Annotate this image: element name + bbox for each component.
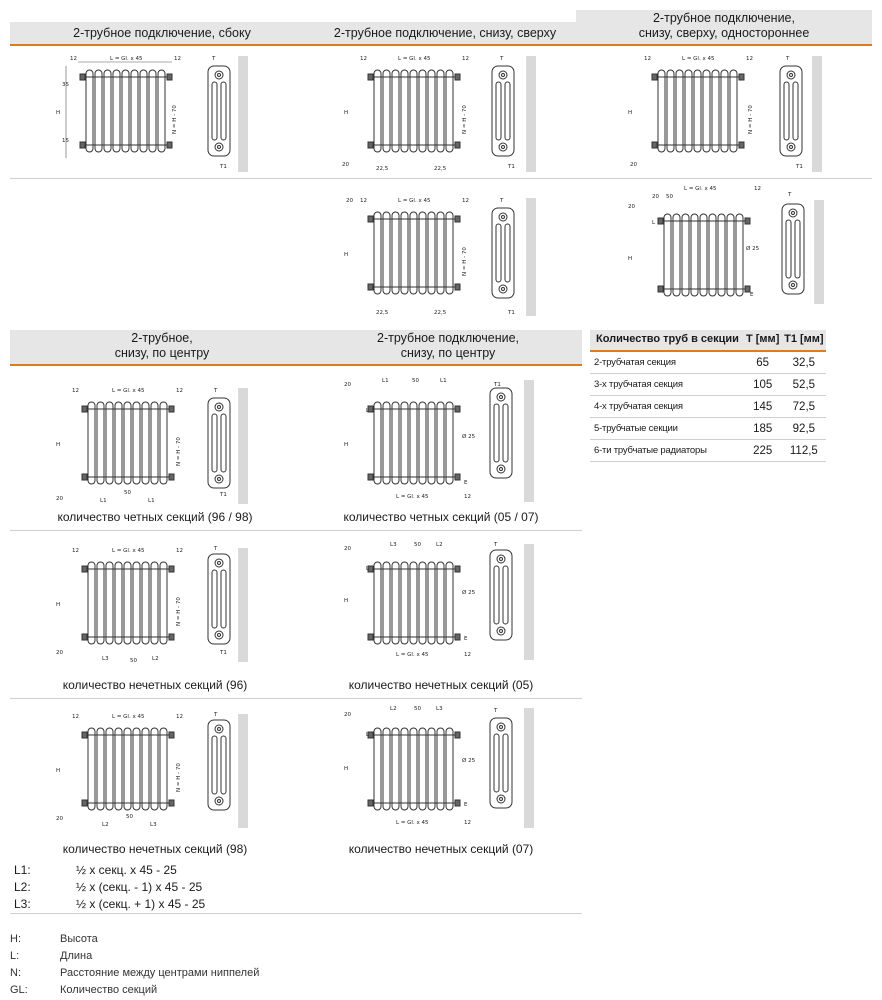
dim-20: 20 bbox=[652, 194, 659, 200]
dim-l3: L3 bbox=[390, 542, 397, 548]
dim-n: N = H - 70 bbox=[462, 105, 468, 134]
dim-t1: T1 bbox=[508, 164, 515, 170]
header-line: снизу, по центру bbox=[114, 346, 210, 360]
dim-50: 50 bbox=[126, 814, 133, 820]
dim-t1: T1 bbox=[508, 310, 515, 316]
dim-n: N = H - 70 bbox=[462, 247, 468, 276]
separator bbox=[10, 530, 582, 531]
table-cell: 72,5 bbox=[782, 396, 826, 418]
formula-value: ½ x секц. x 45 - 25 bbox=[76, 863, 177, 877]
dim-50: 50 bbox=[130, 658, 137, 664]
dim-t: T bbox=[788, 192, 792, 198]
formula-value: ½ x (секц. - 1) x 45 - 25 bbox=[76, 880, 203, 894]
dim-22-5: 22,5 bbox=[376, 310, 389, 316]
dim-22-5: 22,5 bbox=[434, 166, 447, 172]
legend-key: L: bbox=[10, 950, 20, 962]
table-cell: 105 bbox=[744, 374, 782, 396]
dim-50: 50 bbox=[666, 194, 673, 200]
section-header-bottom-top bbox=[314, 22, 576, 46]
dim-t: T bbox=[494, 542, 498, 548]
caption: количество нечетных секций (96) bbox=[62, 678, 248, 692]
dim-l2: L2 bbox=[390, 706, 397, 712]
dim-20: 20 bbox=[56, 496, 63, 502]
legend-row bbox=[10, 948, 259, 965]
dim-n: N = H - 70 bbox=[176, 763, 182, 792]
table-cell: 6-ти трубчатые радиаторы bbox=[590, 440, 744, 462]
dim-length: L = Gl. x 45 bbox=[682, 56, 715, 62]
dim-t: T bbox=[494, 708, 498, 714]
dim-l2: L2 bbox=[152, 656, 159, 662]
dim-l: L bbox=[366, 408, 370, 414]
separator bbox=[10, 178, 872, 179]
dim-length: L = Gl. x 45 bbox=[396, 820, 429, 826]
caption: количество четных секций (05 / 07) bbox=[343, 510, 539, 524]
dim-12: 12 bbox=[72, 548, 79, 554]
table-row bbox=[590, 418, 826, 440]
dim-12: 12 bbox=[176, 388, 183, 394]
dim-12: 12 bbox=[360, 56, 367, 62]
dim-e: E bbox=[464, 480, 468, 486]
table-cell: 2-трубчатая секция bbox=[590, 351, 744, 374]
dim-l: L bbox=[652, 220, 656, 226]
dim-l2: L2 bbox=[436, 542, 443, 548]
table-row bbox=[590, 396, 826, 418]
dim-h: H bbox=[628, 256, 633, 262]
dim-length: L = Gl. x 45 bbox=[112, 714, 145, 720]
dim-50: 50 bbox=[412, 378, 419, 384]
dim-t1: T1 bbox=[796, 164, 803, 170]
header-line: 2-трубное, bbox=[131, 331, 193, 345]
dim-12: 12 bbox=[72, 388, 79, 394]
legend-key: H: bbox=[10, 933, 21, 945]
dim-20: 20 bbox=[630, 162, 637, 168]
dim-e: E bbox=[464, 636, 468, 642]
diagram-bottom-top-variant bbox=[340, 190, 540, 320]
section-header-one-sided bbox=[576, 10, 872, 46]
caption: количество четных секций (96 / 98) bbox=[57, 510, 253, 524]
dim-t: T bbox=[500, 56, 504, 62]
diagram-one-sided-connection bbox=[624, 50, 828, 174]
dim-35: 35 bbox=[62, 82, 69, 88]
dim-h: H bbox=[628, 110, 633, 116]
dim-t: T bbox=[214, 388, 218, 394]
table-cell: 5-трубчатые секции bbox=[590, 418, 744, 440]
dim-h: H bbox=[56, 442, 61, 448]
formula-key: L1: bbox=[14, 863, 31, 877]
dim-l1: L1 bbox=[148, 498, 155, 504]
table-row bbox=[590, 374, 826, 396]
dim-t1: T1 bbox=[220, 492, 227, 498]
dim-h: H bbox=[56, 602, 61, 608]
dim-12: 12 bbox=[464, 494, 471, 500]
dim-12: 12 bbox=[462, 56, 469, 62]
dim-t1: T1 bbox=[494, 382, 501, 388]
dim-length: L = Gl. x 45 bbox=[684, 186, 717, 192]
dim-50: 50 bbox=[124, 490, 131, 496]
diagram-center-even-right bbox=[340, 372, 540, 506]
formula-list bbox=[14, 862, 205, 913]
formula-row bbox=[14, 879, 205, 896]
dim-t: T bbox=[500, 198, 504, 204]
dim-12: 12 bbox=[464, 652, 471, 658]
table-row bbox=[590, 440, 826, 462]
table-cell: 185 bbox=[744, 418, 782, 440]
dim-12: 12 bbox=[176, 548, 183, 554]
dim-h: H bbox=[56, 110, 61, 116]
dim-20: 20 bbox=[344, 712, 351, 718]
dim-length: L = Gl. x 45 bbox=[112, 388, 145, 394]
dim-12: 12 bbox=[754, 186, 761, 192]
dim-20: 20 bbox=[344, 546, 351, 552]
dim-l: L bbox=[366, 732, 370, 738]
header-line: снизу, сверху, одностороннее bbox=[638, 26, 810, 40]
dim-d25: Ø 25 bbox=[462, 758, 476, 764]
dim-22-5: 22,5 bbox=[376, 166, 389, 172]
dim-t: T bbox=[214, 712, 218, 718]
table-header: T1 [мм] bbox=[782, 330, 826, 351]
dim-length: L = Gl. x 45 bbox=[396, 652, 429, 658]
diagram-center-odd-left bbox=[52, 540, 252, 666]
dim-l: L bbox=[366, 566, 370, 572]
table-cell: 92,5 bbox=[782, 418, 826, 440]
caption: количество нечетных секций (07) bbox=[348, 842, 534, 856]
pipe-dimensions-table bbox=[590, 330, 826, 462]
table-cell: 145 bbox=[744, 396, 782, 418]
dim-20: 20 bbox=[346, 198, 353, 204]
dim-length: L = Gl. x 45 bbox=[398, 56, 431, 62]
header-line: 2-трубное подключение, сбоку bbox=[73, 26, 251, 40]
table-cell: 3-х трубчатая секция bbox=[590, 374, 744, 396]
dim-12: 12 bbox=[72, 714, 79, 720]
dim-n: N = H - 70 bbox=[176, 437, 182, 466]
dim-t1: T1 bbox=[220, 650, 227, 656]
dim-l3: L3 bbox=[150, 822, 157, 828]
dim-t: T bbox=[212, 56, 216, 62]
dim-12: 12 bbox=[360, 198, 367, 204]
dim-t: T bbox=[214, 546, 218, 552]
diagram-center-even-left bbox=[52, 380, 252, 508]
formula-value: ½ x (секц. + 1) x 45 - 25 bbox=[76, 897, 206, 911]
header-line: снизу, по центру bbox=[400, 346, 496, 360]
table-cell: 32,5 bbox=[782, 351, 826, 374]
dim-20: 20 bbox=[344, 382, 351, 388]
section-header-center-connection bbox=[314, 330, 582, 366]
dim-12: 12 bbox=[70, 56, 77, 62]
formula-key: L2: bbox=[14, 880, 31, 894]
section-header-center-2pipe bbox=[10, 330, 314, 366]
dim-50: 50 bbox=[414, 706, 421, 712]
legend-row bbox=[10, 931, 259, 948]
dim-20: 20 bbox=[342, 162, 349, 168]
dim-20: 20 bbox=[56, 650, 63, 656]
legend bbox=[10, 931, 259, 999]
legend-value: Высота bbox=[60, 933, 98, 945]
dim-h: H bbox=[344, 442, 349, 448]
table-cell: 65 bbox=[744, 351, 782, 374]
dim-12: 12 bbox=[464, 820, 471, 826]
dim-n: N = H - 70 bbox=[748, 105, 754, 134]
dim-length: L = Gl. x 45 bbox=[110, 56, 143, 62]
dim-t1: T1 bbox=[220, 164, 227, 170]
formula-row bbox=[14, 862, 205, 879]
diagram-bottom-top-connection bbox=[340, 50, 540, 174]
formula-row bbox=[14, 896, 205, 913]
legend-row bbox=[10, 982, 259, 999]
table-cell: 52,5 bbox=[782, 374, 826, 396]
caption: количество нечетных секций (98) bbox=[62, 842, 248, 856]
dim-l3: L3 bbox=[436, 706, 443, 712]
dim-20: 20 bbox=[56, 816, 63, 822]
table-header: Количество труб в секции bbox=[590, 330, 744, 351]
legend-value: Расстояние между центрами ниппелей bbox=[60, 967, 260, 979]
dim-22-5: 22,5 bbox=[434, 310, 447, 316]
legend-row bbox=[10, 965, 259, 982]
dim-12: 12 bbox=[462, 198, 469, 204]
dim-d25: Ø 25 bbox=[746, 246, 760, 252]
legend-value: Количество секций bbox=[60, 984, 158, 996]
separator bbox=[10, 698, 582, 699]
dim-h: H bbox=[344, 110, 349, 116]
dim-h: H bbox=[56, 768, 61, 774]
table-header: T [мм] bbox=[744, 330, 782, 351]
dim-length: L = Gl. x 45 bbox=[398, 198, 431, 204]
dim-l3: L3 bbox=[102, 656, 109, 662]
dim-12: 12 bbox=[174, 56, 181, 62]
diagram-side-connection bbox=[52, 50, 252, 174]
dim-e: E bbox=[464, 802, 468, 808]
dim-d25: Ø 25 bbox=[462, 434, 476, 440]
dim-12: 12 bbox=[644, 56, 651, 62]
legend-value: Длина bbox=[60, 950, 93, 962]
dim-l2: L2 bbox=[102, 822, 109, 828]
dim-h: H bbox=[344, 252, 349, 258]
dim-50: 50 bbox=[414, 542, 421, 548]
diagram-center-odd-left-98 bbox=[52, 706, 252, 832]
legend-key: GL: bbox=[10, 984, 28, 996]
dim-length: L = Gl. x 45 bbox=[396, 494, 429, 500]
dim-h: H bbox=[344, 598, 349, 604]
diagram-center-odd-right bbox=[340, 536, 540, 662]
dim-d25: Ø 25 bbox=[462, 590, 476, 596]
legend-key: N: bbox=[10, 967, 21, 979]
dim-length: L = Gl. x 45 bbox=[112, 548, 145, 554]
dim-l1: L1 bbox=[382, 378, 389, 384]
dim-h: H bbox=[344, 766, 349, 772]
table-cell: 4-х трубчатая секция bbox=[590, 396, 744, 418]
dim-n: N = H - 70 bbox=[172, 105, 178, 134]
formula-key: L3: bbox=[14, 897, 31, 911]
table-row bbox=[590, 351, 826, 374]
table-cell: 225 bbox=[744, 440, 782, 462]
diagram-center-odd-right-07 bbox=[340, 700, 540, 830]
header-line: 2-трубное подключение, bbox=[377, 331, 519, 345]
dim-12: 12 bbox=[176, 714, 183, 720]
header-line: 2-трубное подключение, bbox=[652, 11, 795, 25]
dim-l1: L1 bbox=[100, 498, 107, 504]
dim-t: T bbox=[786, 56, 790, 62]
dim-20: 20 bbox=[628, 204, 635, 210]
header-line: 2-трубное подключение, снизу, сверху bbox=[333, 26, 557, 40]
table-cell: 112,5 bbox=[782, 440, 826, 462]
caption: количество нечетных секций (05) bbox=[348, 678, 534, 692]
separator bbox=[10, 913, 582, 914]
diagram-one-sided-variant bbox=[624, 184, 834, 308]
dim-e: E bbox=[750, 292, 754, 298]
dim-l1: L1 bbox=[440, 378, 447, 384]
dim-15: 15 bbox=[62, 138, 69, 144]
section-header-side bbox=[10, 22, 314, 46]
dim-12: 12 bbox=[746, 56, 753, 62]
dim-n: N = H - 70 bbox=[176, 597, 182, 626]
